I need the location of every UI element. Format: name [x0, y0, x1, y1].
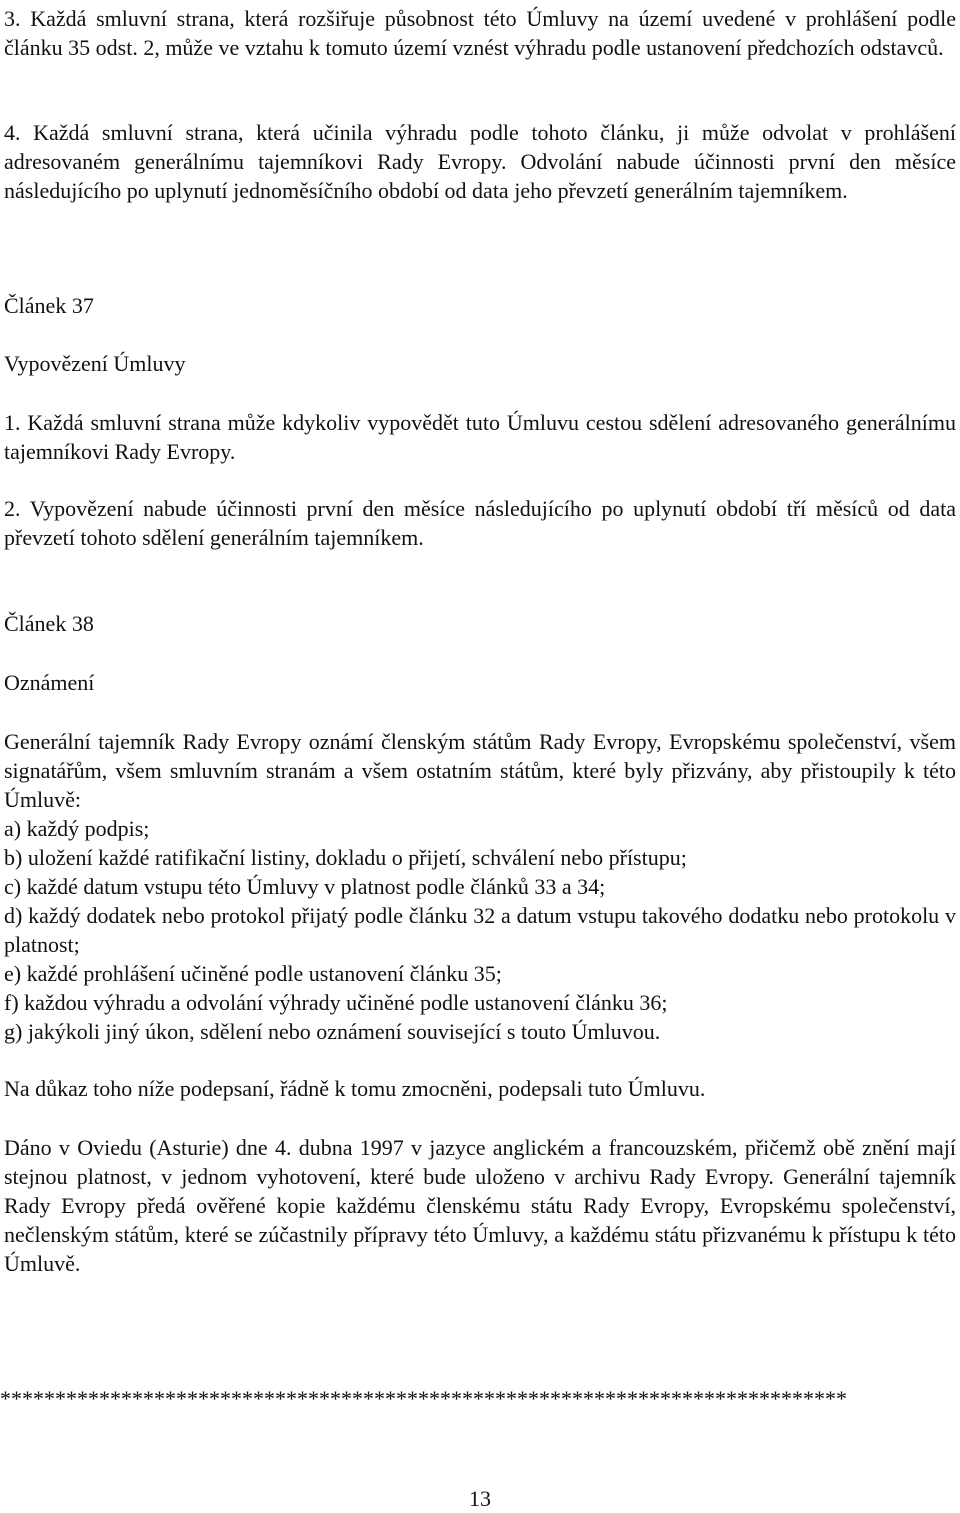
article38-body [4, 727, 956, 1046]
page-number: 13 [469, 1486, 491, 1511]
article37-paragraph-1: 1. Každá smluvní strana může kdykoliv vypovědět tuto Úmluvu cestou sdělení adresovaného generálnímu tajemníkovi Rady Evropy. [4, 410, 956, 464]
notification-item: a) každý podpis; [4, 816, 150, 841]
article38-intro: Generální tajemník Rady Evropy oznámí členským státům Rady Evropy, Evropskému společenství, všem signatářům, všem smluvním stranám a všem ostatním státům, které byly přizvány, aby přistoupily k této Úmluvě: [4, 729, 956, 812]
article38-heading: Článek 38 [4, 611, 94, 636]
article36-paragraph-4: 4. Každá smluvní strana, která učinila výhradu podle tohoto článku, ji může odvolat v prohlášení adresovaném generálnímu tajemníkovi Rady Evropy. Odvolání nabude účinnosti první den měsíce následujícího po uplynutí jednoměsíčního období od data jeho převzetí generálním tajemníkem. [4, 120, 956, 203]
done-clause: Dáno v Oviedu (Asturie) dne 4. dubna 1997 v jazyce anglickém a francouzském, přičemž obě znění mají stejnou platnost, v jednom vyhotovení, které bude uloženo v archivu Rady Evropy. Generální tajemník Rady Evropy předá ověřené kopie každému členskému státu Rady Evropy, Evropskému společenství, nečlenským státům, které se zúčastnily přípravy této Úmluvy, a každému státu přizvanému k přístupu k této Úmluvě. [4, 1135, 956, 1276]
article37-paragraph-2: 2. Vypovězení nabude účinnosti první den měsíce následujícího po uplynutí období tří měsíců od data převzetí tohoto sdělení generálním tajemníkem. [4, 496, 956, 550]
article37-heading: Článek 37 [4, 293, 94, 318]
article36-paragraph-3: 3. Každá smluvní strana, která rozšiřuje působnost této Úmluvy na území uvedené v prohlášení podle článku 35 odst. 2, může ve vztahu k tomuto území vznést výhradu podle ustanovení předchozích odstavců. [4, 6, 956, 60]
notification-item: b) uložení každé ratifikační listiny, dokladu o přijetí, schválení nebo přístupu; [4, 845, 687, 870]
article37-title: Vypovězení Úmluvy [4, 351, 186, 376]
witness-clause: Na důkaz toho níže podepsaní, řádně k tomu zmocněni, podepsali tuto Úmluvu. [4, 1076, 706, 1101]
notification-item: g) jakýkoli jiný úkon, sdělení nebo oznámení související s touto Úmluvou. [4, 1019, 661, 1044]
notification-item: e) každé prohlášení učiněné podle ustanovení článku 35; [4, 961, 502, 986]
article38-title: Oznámení [4, 670, 95, 695]
notification-item: f) každou výhradu a odvolání výhrady učiněné podle ustanovení článku 36; [4, 990, 668, 1015]
notification-item: d) každý dodatek nebo protokol přijatý podle článku 32 a datum vstupu takového dodatku nebo protokolu v platnost; [4, 903, 956, 957]
separator-line: ***************************************************************************** [0, 1386, 847, 1411]
notification-item: c) každé datum vstupu této Úmluvy v platnost podle článků 33 a 34; [4, 874, 606, 899]
